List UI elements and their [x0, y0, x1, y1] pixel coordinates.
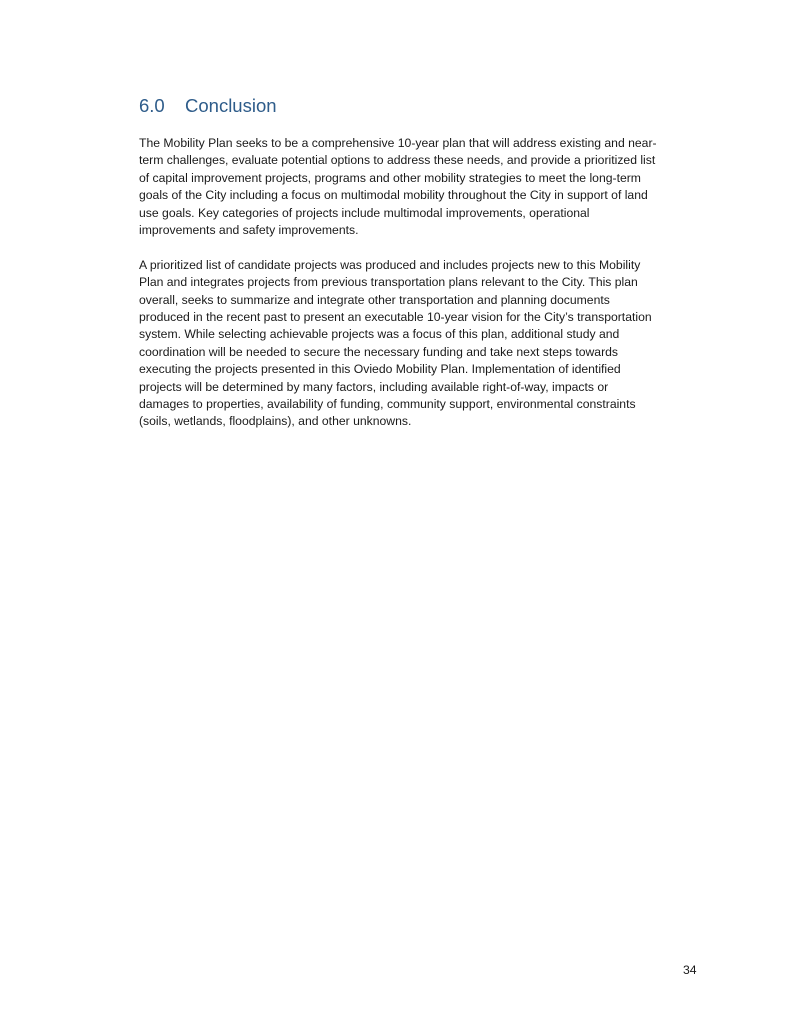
paragraph-intro	[139, 135, 699, 239]
paragraph-line: Plan and integrates projects from previous transportation plans relevant to the City. This plan	[139, 275, 638, 290]
paragraph-line: use goals. Key categories of projects include multimodal improvements, operational	[139, 205, 590, 220]
paragraph-line: coordination will be needed to secure the necessary funding and take next steps towards	[139, 344, 618, 359]
paragraph-line: damages to properties, availability of funding, community support, environmental constraints	[139, 397, 636, 412]
paragraph-line: executing the projects presented in this Oviedo Mobility Plan. Implementation of identified	[139, 362, 621, 377]
paragraph-line: overall, seeks to summarize and integrate other transportation and planning documents	[139, 292, 610, 307]
paragraph-line: A prioritized list of candidate projects was produced and includes projects new to this Mobility	[139, 257, 641, 272]
paragraph-line: produced in the recent past to present an executable 10-year vision for the City’s transportation	[139, 310, 652, 325]
paragraph-line: system. While selecting achievable projects was a focus of this plan, additional study and	[139, 327, 620, 342]
section-heading	[139, 94, 277, 118]
paragraph-line: The Mobility Plan seeks to be a comprehensive 10-year plan that will address existing and near-	[139, 136, 657, 150]
section-title: Conclusion	[185, 95, 277, 116]
section-number: 6.0	[139, 95, 165, 116]
paragraph-line: goals of the City including a focus on multimodal mobility throughout the City in support of land	[139, 188, 648, 203]
paragraph-line: improvements and safety improvements.	[139, 223, 359, 238]
paragraph-projects	[139, 257, 699, 431]
body-text	[139, 135, 699, 431]
paragraph-line: of capital improvement projects, programs and other mobility strategies to meet the long-term	[139, 170, 641, 185]
paragraph-line: term challenges, evaluate potential options to address these needs, and provide a prioritized list	[139, 153, 656, 168]
page-number: 34	[683, 963, 697, 977]
paragraph-line: (soils, wetlands, floodplains), and other unknowns.	[139, 414, 412, 429]
paragraph-line: projects will be determined by many factors, including available right-of-way, impacts or	[139, 379, 609, 394]
